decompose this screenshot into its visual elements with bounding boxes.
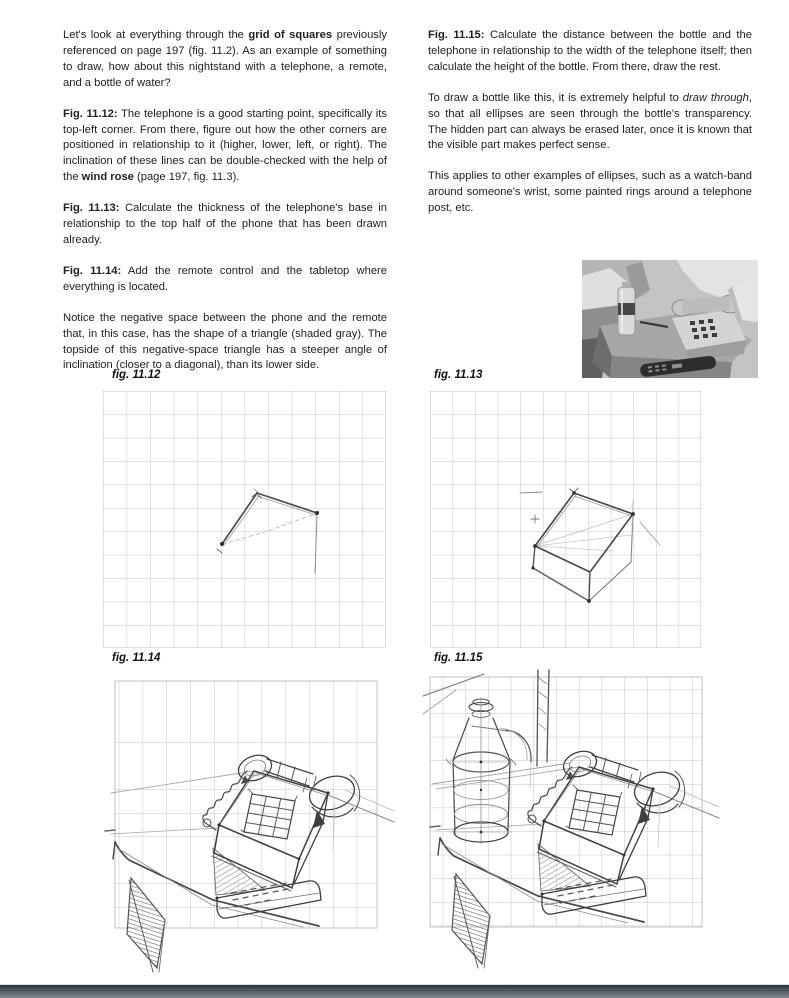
figure-label-11-12: fig. 11.12	[112, 369, 161, 381]
grid-11-13	[430, 391, 701, 648]
right-text-column	[428, 28, 752, 232]
paragraph: Fig. 11.15: Calculate the distance between the bottle and the telephone in relationship to the width of the telephone itself; then calculate the height of the bottle. From there, draw the rest.	[428, 29, 752, 73]
nightstand-photo	[582, 260, 758, 378]
paragraph: Fig. 11.13: Calculate the thickness of the telephone's base in relationship to the top half of the phone that has been drawn already.	[63, 202, 387, 246]
paragraph: Fig. 11.12: The telephone is a good starting point, specifically its top-left corner. From there, figure out how the other corners are positioned in relationship to it (higher, lower, left, or right). The inclination of these lines can be double-checked with the help of the wind rose (page 197, fig. 11.3).	[63, 107, 387, 184]
page-bottom-bar	[0, 984, 789, 998]
paragraph: This applies to other examples of ellipses, such as a watch-band around someone's wrist, some painted rings around a telephone post, etc.	[428, 170, 752, 215]
paragraph: Let's look at everything through the grid of squares previously referenced on page 197 (fig. 11.2). As an example of something to draw, how about this nightstand with a telephone, a remote, and a bottle of water?	[63, 29, 387, 89]
figure-label-11-14: fig. 11.14	[112, 652, 161, 664]
left-text-column	[63, 28, 387, 389]
figure-panel-11-15	[420, 666, 720, 974]
figure-label-11-13: fig. 11.13	[434, 369, 483, 381]
paragraph: Notice the negative space between the phone and the remote that, in this case, has the shape of a triangle (shaded gray). The topside of this negative-space triangle has a steeper angle of inclination (closer to a diagonal), than its lower side.	[63, 311, 387, 372]
grid-11-12	[103, 391, 386, 648]
figure-label-11-15: fig. 11.15	[434, 652, 483, 664]
figure-panel-11-13	[430, 391, 701, 648]
paragraph: Fig. 11.14: Add the remote control and the tabletop where everything is located.	[63, 264, 387, 293]
paragraph: To draw a bottle like this, it is extremely helpful to draw through, so that all ellipses are seen through the bottle's transparency. The hidden part can always be erased later, once it is known that the visible part makes perfect sense.	[428, 91, 752, 152]
nightstand-photo-graphic	[582, 260, 758, 378]
figure-panel-11-14	[95, 672, 395, 974]
figure-panel-11-12	[103, 391, 386, 648]
